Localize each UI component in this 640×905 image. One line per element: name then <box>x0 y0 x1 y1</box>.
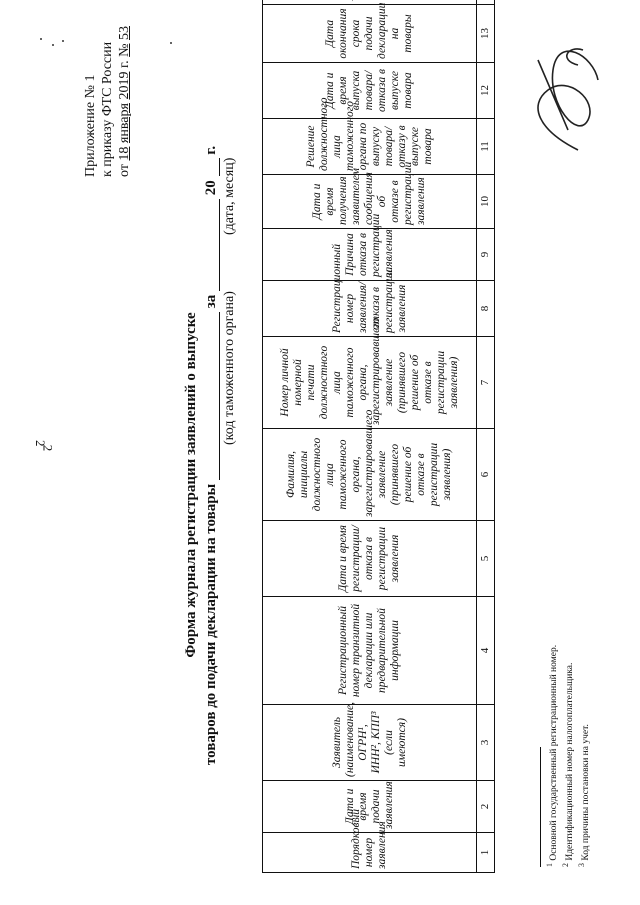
signature-image <box>518 40 618 160</box>
appendix-number: 53 <box>117 26 132 41</box>
column-header: Дата и время получения заявителем сообщения об отказе в регистрации заявления <box>263 175 477 229</box>
column-header: Регистрационный номер транзитной декларации или предварительной информации <box>263 597 477 705</box>
column-number: 9 <box>477 229 495 281</box>
column-number: 8 <box>477 281 495 337</box>
column-header: Решение должностного лица таможенного органа по выпуску товара/отказу в выпуске товара <box>263 119 477 175</box>
column-number: 3 <box>477 705 495 781</box>
column-number: 13 <box>477 5 495 63</box>
scan-speck <box>40 38 42 40</box>
footnotes <box>540 645 592 867</box>
appendix-line-3 <box>116 26 133 177</box>
scan-speck <box>62 40 64 42</box>
column-header: Номер личной номерной печати должностного лица таможенного органа, зарегистрировавшего заявление (принявшего решение об отказе в регистрации заявления) <box>263 337 477 429</box>
appendix-line-1: Приложение № 1 <box>83 74 98 177</box>
period-blank <box>205 199 220 291</box>
for-label: за <box>203 294 219 309</box>
form-title <box>182 205 201 765</box>
column-number: 6 <box>477 429 495 521</box>
table-number-row <box>477 0 495 873</box>
year-blank <box>205 158 220 176</box>
column-header: Дата и время регистрации/отказа в регистрации заявления <box>263 521 477 597</box>
column-header: Дата и время выпуска товара/отказа в выпуске товара <box>263 63 477 119</box>
column-header <box>263 0 477 5</box>
column-number: 11 <box>477 119 495 175</box>
column-header: Дата и время подачи заявления <box>263 781 477 833</box>
page-number: 2 <box>33 440 48 447</box>
column-number: 1 <box>477 833 495 873</box>
column-header: Причина отказа в регистрации заявления <box>263 229 477 281</box>
column-header: Заявитель (наименование, ОГРН¹, ИНН², КПП³ (если имеются) <box>263 705 477 781</box>
customs-blank <box>205 312 220 480</box>
appendix-g: г. <box>117 60 132 69</box>
column-number: 4 <box>477 597 495 705</box>
year-suffix: г. <box>203 145 219 155</box>
date-caption: (дата, месяц) <box>222 157 237 235</box>
appendix-day: 18 <box>117 146 132 161</box>
table-header-row <box>263 0 477 873</box>
appendix-from: от <box>117 164 132 177</box>
appendix-line-2: к приказу ФТС России <box>100 41 115 177</box>
column-header: Дата окончания срока подачи декларации на товары <box>263 5 477 63</box>
form-title-line-1: Форма журнала регистрации заявлений о выпуске <box>183 312 199 658</box>
column-number: 7 <box>477 337 495 429</box>
footnote-item: $^3$ Код причины постановки на учет. <box>577 724 592 867</box>
column-number <box>477 0 495 5</box>
appendix-month: января <box>117 103 132 144</box>
column-number: 12 <box>477 63 495 119</box>
column-header: Фамилия, инициалы должностного лица таможенного органа, зарегистрировавшего заявление (принявшего решение об отказе в регистрации заявления) <box>263 429 477 521</box>
column-header: Порядковый номер заявления <box>263 833 477 873</box>
appendix-no: № <box>117 43 132 57</box>
column-header: Регистрационный номер заявления/отказа в регистрации заявления <box>263 281 477 337</box>
footnote-item: $^2$ Идентификационный номер налогоплательщика. <box>561 662 576 867</box>
appendix-year: 2019 <box>117 71 132 100</box>
footnote-item: $^1$ Основной государственный регистрационный номер. <box>545 644 560 867</box>
appendix-block <box>82 26 133 177</box>
column-number: 5 <box>477 521 495 597</box>
scan-speck <box>170 42 172 44</box>
column-number: 10 <box>477 175 495 229</box>
form-title-line-2 <box>203 146 220 765</box>
page-number: 2 <box>40 444 56 452</box>
year-prefix: 20 <box>203 180 219 196</box>
form-title-line-2a: товаров до подачи декларации на товары <box>203 483 219 765</box>
scan-speck <box>52 44 54 46</box>
journal-table <box>262 0 495 873</box>
footnote-rule <box>540 747 541 867</box>
column-number: 2 <box>477 781 495 833</box>
customs-caption: (код таможенного органа) <box>222 291 237 445</box>
